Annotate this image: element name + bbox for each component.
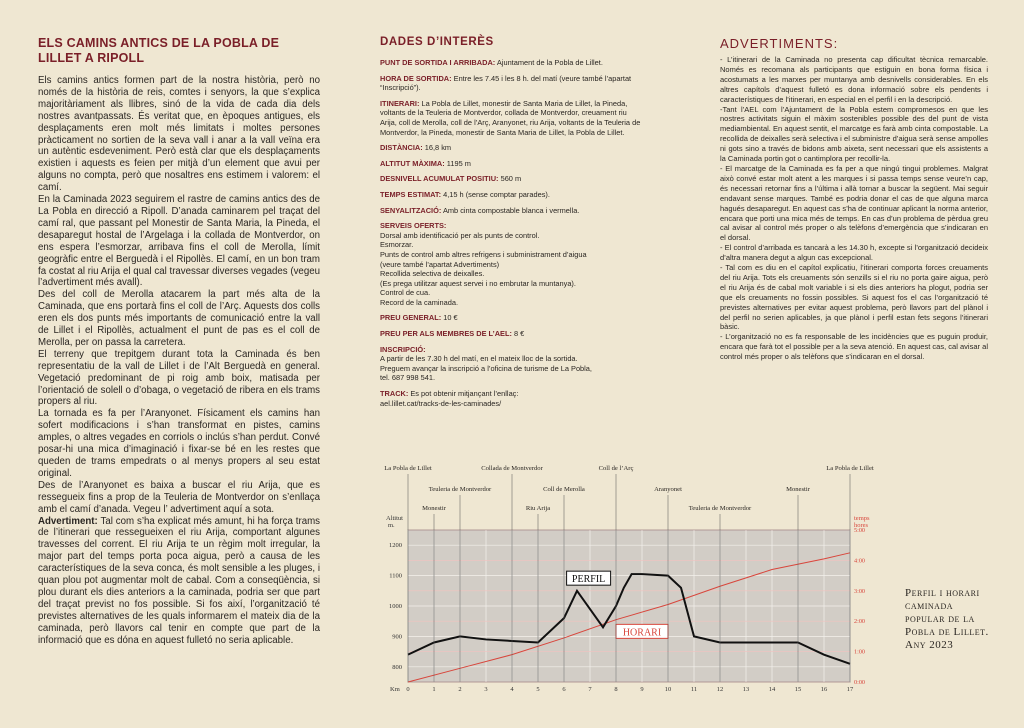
warning-paragraph: - El control d’arribada es tancarà a les 14.30 h, excepte si l’organització decideix d’altra manera degut a algun cas excepcional. bbox=[720, 243, 988, 263]
data-row bbox=[380, 58, 642, 68]
inscription-block bbox=[380, 345, 642, 383]
data-row bbox=[380, 99, 642, 137]
x-tick-label: 15 bbox=[794, 686, 802, 693]
y-right-tick-label: 1:00 bbox=[854, 648, 866, 656]
data-value: 16,8 km bbox=[422, 143, 452, 153]
data-label: HORA DE SORTIDA: bbox=[380, 73, 452, 83]
history-paragraph: Els camins antics formen part de la nostra història, però no només de la història de reis, comtes i senyors, la que s’explica majoritàriament als llibres, sinó de la vida de cada dia dels nostres avantpassats. És veritat que, en èpoques antigues, els desplaçaments eren molt més limitats i moltes persones pràcticament no sortien de la seva vall i anar a la vall veïna era un autèntic esdeveniment. Però està clar que els desplaçaments existien i aquests es feien per mitjà d’un element que avui per alguns no compta, però que nosaltres ens estimem i valorem: el camí. bbox=[38, 75, 320, 194]
data-value: 1195 m bbox=[444, 158, 471, 168]
services-block bbox=[380, 221, 642, 307]
data-label: ALTITUT MÀXIMA: bbox=[380, 158, 445, 168]
data-row bbox=[380, 206, 642, 216]
price-ael-value: 8 € bbox=[511, 329, 525, 339]
track-label: TRACK: bbox=[380, 389, 409, 399]
place-label: Teuleria de Montverdor bbox=[428, 486, 492, 493]
service-item: (veure també l’apartat Advertiments) bbox=[380, 259, 500, 269]
x-tick-label: 17 bbox=[846, 686, 854, 693]
y-right-tick-label: 2:00 bbox=[854, 618, 866, 626]
x-tick-label: 2 bbox=[458, 686, 462, 693]
data-row bbox=[380, 159, 642, 169]
track-block bbox=[380, 389, 642, 408]
data-value: 4,15 h (sense comptar parades). bbox=[441, 189, 550, 199]
advert-paragraph bbox=[38, 516, 320, 647]
service-item: Esmorzar. bbox=[380, 240, 414, 250]
advert-text: Tal com s’ha explicat més amunt, hi ha força trams de l’itinerari que ressegueixen el riu Arija, comportant algunes travesses del corrent. El riu Arija te un règim molt irregular, la major part del temps porta poca aigua, però a causa de les característiques de la seva conca, és molt sensible a les pluges, i quan plou pot augmentar molt de cabal. Com a conseqüència, si plou durant els dies anteriors a la caminada, podria ser que part del traçat previst no fos possible. Si fos així, l’organització té previstes alternatives de les quals informarem el mateix dia de la caminada, però llavors cal tenir en compte que part de la informació que es dóna en aquest fulletó no seria aplicable. bbox=[38, 515, 320, 646]
y-right-tick-label: 5:00 bbox=[854, 527, 866, 534]
price-ael-row bbox=[380, 329, 642, 339]
warnings-body bbox=[720, 55, 988, 362]
service-item: Punts de control amb altres refrigens i subministrament d’aigua bbox=[380, 249, 587, 259]
data-label: ITINERARI: bbox=[380, 98, 420, 108]
x-axis-label: Km bbox=[390, 686, 400, 693]
history-body bbox=[38, 75, 320, 647]
warning-paragraph: - Tal com es diu en el capítol explicatiu, l’itinerari comporta forces creuaments del riu Arija. Tots els creuaments són senzills si el riu no porta gaire aigua, però el riu Arija és de cabal molt variable i si els dies anteriors ha plogut, podria ser que els creuaments no fossin possibles. Si aquest fos el cas l’organització té previstes alternatives per evitar aquest problema, però llavors part del plànol i del perfil no serien aplicables, ja que plànol i perfil estan fets segons l’itinerari bàsic. bbox=[720, 263, 988, 332]
place-label: Riu Arija bbox=[525, 505, 551, 512]
price-value: 10 € bbox=[441, 313, 458, 323]
chart-caption: Perfil i horari caminada popular de la Pobla de Lillet. Any 2023 bbox=[905, 587, 989, 651]
warnings-title: ADVERTIMENTS: bbox=[720, 36, 839, 51]
track-line: Es pot obtenir mitjançant l’enllaç: bbox=[408, 389, 519, 399]
data-label: SENYALITZACIÓ: bbox=[380, 205, 442, 215]
y-right-tick-label: 4:00 bbox=[854, 557, 866, 565]
x-tick-label: 12 bbox=[716, 686, 724, 693]
services-label: SERVEIS OFERTS: bbox=[380, 221, 447, 231]
place-label: Aranyonet bbox=[654, 486, 682, 493]
service-item: Dorsal amb identificació per als punts de control. bbox=[380, 230, 540, 240]
x-tick-label: 4 bbox=[510, 686, 514, 693]
data-value: Ajuntament de la Pobla de Lillet. bbox=[495, 58, 603, 67]
x-tick-label: 13 bbox=[742, 686, 750, 693]
x-tick-label: 7 bbox=[588, 686, 592, 693]
inscription-line: A partir de les 7.30 h del matí, en el mateix lloc de la sortida. bbox=[380, 354, 578, 364]
data-row bbox=[380, 74, 642, 93]
x-tick-label: 5 bbox=[536, 686, 540, 693]
place-label: La Pobla de Lillet bbox=[384, 465, 432, 472]
place-label: La Pobla de Lillet bbox=[826, 465, 874, 472]
y-right-tick-label: 3:00 bbox=[854, 587, 866, 595]
y-left-title: m. bbox=[388, 522, 395, 529]
history-paragraph: Des de l’Aranyonet es baixa a buscar el riu Arija, que es ressegueix fins a prop de la Teuleria de Montverdor on s’enllaça amb el camí d’anada. Vegeu l’ advertiment aquí a sota. bbox=[38, 479, 320, 515]
x-tick-label: 16 bbox=[820, 686, 828, 693]
y-right-title: temps bbox=[854, 515, 870, 522]
inscription-label: INSCRIPCIÓ: bbox=[380, 344, 426, 354]
price-ael-label: PREU PER ALS MEMBRES DE L’AEL: bbox=[380, 329, 512, 339]
price-row bbox=[380, 313, 642, 323]
place-label: Collada de Montverdor bbox=[481, 465, 543, 472]
y-left-title: Altitut bbox=[386, 515, 403, 522]
x-tick-label: 9 bbox=[640, 686, 644, 693]
warning-paragraph: -Tant l’AEL com l’Ajuntament de la Pobla estem compromesos en que les nostres activitats siguin el màxim sostenibles possible des del punt de vista mediambiental. En aquest sentit, el marcatge es farà amb cinta compostable. La recollida de deixalles serà selectiva i el subministre d’aigua serà sense ampolles ni gots sino a través de bidons amb aixeta, sent necessari que els assistents a la Caminada portin got o cantimplora per recollir-la. bbox=[720, 104, 988, 164]
place-label: Monestir bbox=[422, 505, 446, 512]
x-tick-label: 10 bbox=[664, 686, 672, 693]
service-item: Control de cua. bbox=[380, 288, 431, 298]
x-tick-label: 14 bbox=[768, 686, 776, 693]
warning-paragraph: - El marcatge de la Caminada es fa per a que ningú tingui problemes. Malgrat això convé estar molt atent a les marques i si passa temps sense veure’n cap, és necessari retornar fins a l’última i allà tornar a buscar la següent. Mai seguir endavant sense marques. També es podria donar el cas de que alguna marca hagués desaparegut. En aquest cas s’ha de continuar aplicant la norma anterior, encara que porti una mica més de temps. En cas d’un problema de pèrdua greu cal avisar al control més proper o als telèfons d’emergència que s’indicaran en el dorsal. bbox=[720, 163, 988, 243]
data-value: 560 m bbox=[498, 174, 522, 184]
history-paragraph: El terreny que trepitgem durant tota la Caminada és ben representatiu de la vall de Lillet i de l’Alt Berguedà en general. Vegetació predominant de pi roig amb boix, matisada per l’orientació de solell o d’obaga, o vegetació de ribera en els trams propers al riu. bbox=[38, 348, 320, 408]
data-title: DADES D’INTERÈS bbox=[380, 36, 494, 48]
x-tick-label: 6 bbox=[562, 686, 566, 693]
track-link[interactable]: ael.lillet.cat/tracks-de-les-caminades/ bbox=[380, 398, 502, 408]
x-tick-label: 0 bbox=[406, 686, 410, 693]
service-item: Recollida selectiva de deixalles. bbox=[380, 269, 485, 279]
data-row bbox=[380, 174, 642, 184]
y-right-tick-label: 0:00 bbox=[854, 679, 866, 686]
price-label: PREU GENERAL: bbox=[380, 313, 442, 323]
history-paragraph: Des del coll de Merolla atacarem la part més alta de la Caminada, que ens portarà fins el coll de l’Arç. Aquests dos colls eren els dos punts més importants de comunicació entre la vall de Lillet i el Ripollès, actualment el punt de pas es el coll de Merolla, per on passa la carretera. bbox=[38, 289, 320, 348]
data-label: PUNT DE SORTIDA I ARRIBADA: bbox=[380, 58, 496, 67]
place-label: Teuleria de Montverdor bbox=[688, 505, 752, 512]
service-item: Record de la caminada. bbox=[380, 297, 459, 307]
y-left-tick-label: 900 bbox=[392, 633, 402, 641]
data-value: La Pobla de Lillet, monestir de Santa Maria de Lillet, la Pineda, voltants de la Teuleria de Montverdor, collada de Montverdor, creuament riu Arija, coll de Merolla, coll de l’Arç, Aranyonet, riu Arija, voltants de la Teuleria de Montverdor, la Pineda, monestir de Santa Maria de Lillet, la Pobla de Lillet. bbox=[380, 98, 641, 137]
place-label: Coll de Merolla bbox=[543, 486, 585, 493]
place-label: Monestir bbox=[786, 486, 810, 493]
x-tick-label: 11 bbox=[690, 686, 698, 693]
x-tick-label: 1 bbox=[432, 686, 436, 693]
series-label-perfil: PERFIL bbox=[571, 574, 606, 586]
y-right-title: hores bbox=[854, 522, 869, 529]
advert-label: Advertiment: bbox=[38, 515, 98, 527]
place-label: Coll de l’Arç bbox=[598, 465, 634, 472]
data-label: DESNIVELL ACUMULAT POSITIU: bbox=[380, 174, 499, 184]
y-left-tick-label: 1100 bbox=[389, 572, 402, 580]
data-value: Entre les 7.45 i les 8 h. del matí (veure també l’apartat “Inscripció”). bbox=[380, 73, 632, 93]
x-tick-label: 8 bbox=[614, 686, 618, 693]
y-left-tick-label: 800 bbox=[392, 663, 402, 671]
inscription-line: tel. 687 998 541. bbox=[380, 373, 436, 383]
warning-paragraph: - L’itinerari de la Caminada no presenta cap dificultat tècnica remarcable. Només es recomana als participants que estiguin en bona forma física i acostumats a les marxes per muntanya amb desnivells considerables. En els altres capítols d’aquest fulletó es dona informació sobre els pendents i característiques de l’itinerari, en especial en el perfil i en la descripció. bbox=[720, 55, 988, 104]
series-label-horari: HORARI bbox=[622, 627, 662, 639]
data-row bbox=[380, 143, 642, 153]
data-label: DISTÀNCIA: bbox=[380, 143, 423, 153]
data-value: Amb cinta compostable blanca i vermella. bbox=[441, 205, 580, 215]
history-title: ELS CAMINS ANTICS DE LA POBLA DE LILLET A RIPOLL bbox=[38, 36, 280, 65]
profile-chart bbox=[350, 460, 890, 728]
x-tick-label: 3 bbox=[484, 686, 488, 693]
data-row bbox=[380, 190, 642, 200]
data-label: TEMPS ESTIMAT: bbox=[380, 189, 442, 199]
column-warnings bbox=[720, 36, 988, 362]
y-left-tick-label: 1200 bbox=[389, 542, 402, 550]
column-data bbox=[380, 36, 642, 414]
warning-paragraph: - L’organització no es fa responsable de les incidències que es puguin produir, encara que farà tot el possible per a la seva atenció. En aquest cas, cal avisar al control més proper o als telèfons que s’indicaran en el dorsal. bbox=[720, 332, 988, 362]
y-left-tick-label: 1000 bbox=[389, 603, 402, 610]
history-paragraph: En la Caminada 2023 seguirem el rastre de camins antics des de La Pobla en direcció a Ripoll. D’anada caminarem pel traçat del camí ral, que passant pel Monestir de Santa Maria, la Pineda, el desaparegut hostal de l’Argelaga i la collada de Montverdor, on ens espera l’esmorzar, arribava fins el coll de Merolla, límit geogràfic entre el Berguedà i el Ripollès. El camí, en un bon tram fa costat al riu Arija el qual cal travessar diverses vegades (vegeu l’advertiment més avall). bbox=[38, 194, 320, 289]
history-paragraph: La tornada es fa per l’Aranyonet. Físicament els camins han sofert modificacions i s’han transformat en pistes, camins amples, o altres vegades en corriols o inclús s’han perdut. Convé posar-hi una mica d’imaginació i fixar-se bé en les restes que queden de trams empedrats o al menys propers al seu estat original. bbox=[38, 408, 320, 479]
inscription-line: Preguem avançar la inscripció a l’oficina de turisme de La Pobla, bbox=[380, 363, 592, 373]
service-item: (Es prega utilitzar aquest servei i no embrutar la muntanya). bbox=[380, 278, 576, 288]
column-history bbox=[38, 36, 320, 647]
